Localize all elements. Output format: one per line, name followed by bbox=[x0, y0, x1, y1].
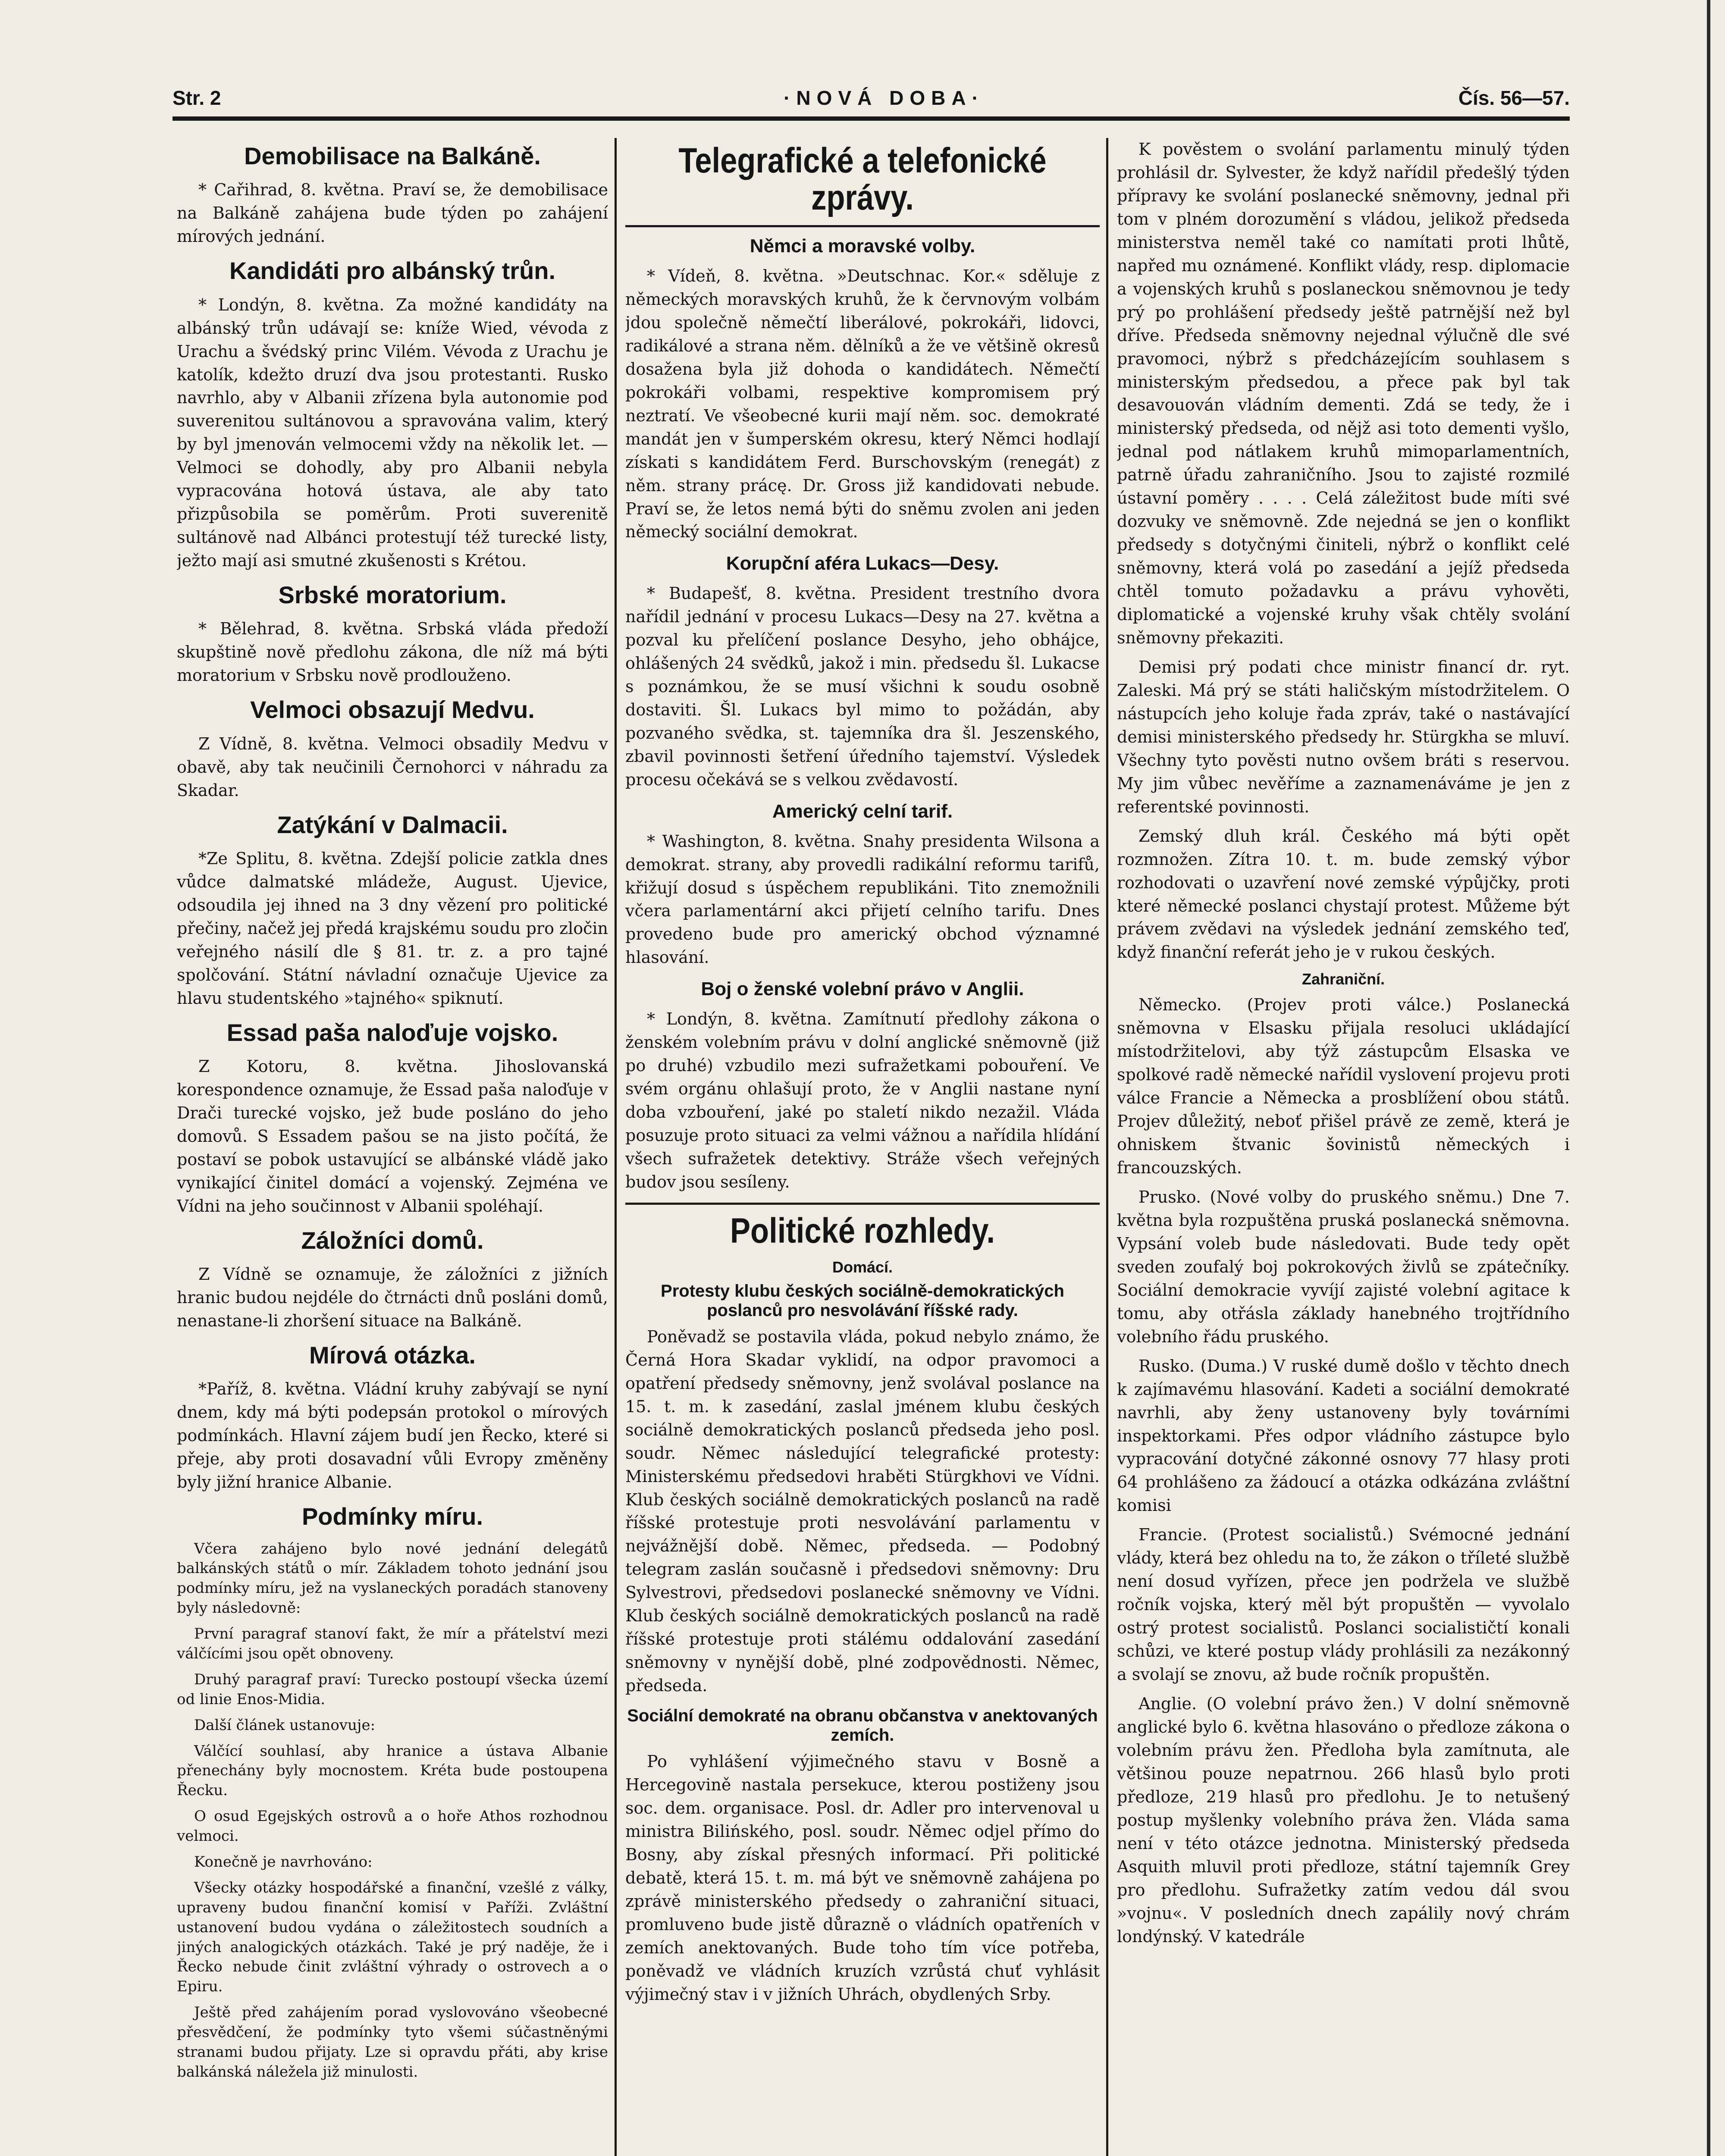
article bbox=[625, 1282, 1100, 1698]
subsection-label: Domácí. bbox=[832, 1258, 893, 1276]
article-text: Z Kotoru, 8. května. Jihoslovanská korespondence oznamuje, že Essad paša naloďuje v Drači turecké vojsko, jež bude posláno do jeho domovů. S Essadem pašou se na jisto počítá, že postaví se pobok ustavující se albánské vládě jako vynikající činitel domácí a vojenský. Zejména ve Vídni na jeho součinnost v Albanii spoléhají. bbox=[177, 1057, 608, 1216]
page-number: Str. 2 bbox=[172, 87, 221, 109]
article bbox=[625, 235, 1100, 544]
page-header bbox=[172, 86, 1570, 112]
article bbox=[177, 581, 608, 687]
article-text: Anglie. (O volební právo žen.) V dolní sněmovně anglické bylo 6. května hlasováno o předloze zákona o volebním právu žen. Předloha byla zamítnuta, ale většinou pouze nepatrnou. 266 hlasů bylo proti předloze, 219 hlasů pro předlohu. Je to netušený postup myšlenky volebního práva žen. Vláda sama není v této otázce jednotna. Ministerský předseda Asquith mluvil proti předloze, státní tajemník Grey pro předlohu. Sufražetky zatím vedou dál svou »vojnu«. V posledních dnech zapálily nový chrám londýnský. V katedrále bbox=[1117, 1694, 1570, 1946]
article-title: Boj o ženské volební právo v Anglii. bbox=[701, 978, 1024, 1000]
article-title: Němci a moravské volby. bbox=[750, 235, 975, 257]
article bbox=[625, 1706, 1100, 2006]
article-title: Velmoci obsazují Medvu. bbox=[250, 696, 535, 724]
section-title: Politické rozhledy. bbox=[730, 1211, 995, 1250]
article-lead: Protesty klubu českých sociálně-demokratických poslanců pro nesvolávání říšské rady. bbox=[661, 1281, 1064, 1320]
treaty-term: Další článek ustanovuje: bbox=[194, 1716, 376, 1734]
article-text: * Londýn, 8. května. Zamítnutí předlohy zákona o ženském volebním právu v dolní anglické sněmovně (již po druhé) vzbudilo mezi sufražetkami pobouření. Ve svém orgánu ohlašují proto, že v Anglii nastane nyní doba vzbouření, jaké po staletí nikdo nezažil. Vláda posuzuje proto situaci za velmi vážnou a nařídila hlídání všech sufražetek detektivy. Stráže všech veřejných budov jsou sesíleny. bbox=[625, 1009, 1100, 1191]
article bbox=[177, 1227, 608, 1333]
article-title: Demobilisace na Balkáně. bbox=[244, 142, 541, 169]
article-title: Podmínky míru. bbox=[301, 1503, 483, 1530]
treaty-term: Konečně je navrhováno: bbox=[194, 1853, 373, 1871]
article-text: *Ze Splitu, 8. května. Zdejší policie zatkla dnes vůdce dalmatské mládeže, August. Ujevice, odsoudila jej ihned na 3 dny vězení pro politické přečiny, načež jej předá krajskému soudu pro zločin veřejného násilí dle § 81. tr. z. a pro tajné spolčování. Státní návladní označuje Ujevice za hlavu studentského »tajného« spiknutí. bbox=[177, 849, 608, 1008]
article bbox=[177, 696, 608, 802]
article-text: * Londýn, 8. května. Za možné kandidáty na albánský trůn udávají se: kníže Wied, vévoda z Urachu a švédský princ Vilém. Vévoda z Urachu je katolík, kdežto druzí dva jsou protestanti. Rusko navrhlo, aby v Albanii zřízena byla autonomie pod suverenitou sultánovou a spravována valim, který by byl jmenován velmocemi vždy na několik let. — Velmoci se dohodly, aby pro Albanii nebyla vypracována hotová ústava, ale aby tato přizpůsobila se poměrům. Proti suverenitě sultánově nad Albánci protestují též turecké listy, ježto mají asi smutné zkušenosti s Krétou. bbox=[177, 295, 608, 570]
page-edge bbox=[1707, 0, 1710, 2156]
treaty-term: O osud Egejských ostrovů a o hoře Athos rozhodnou velmoci. bbox=[177, 1808, 608, 1845]
header-rule bbox=[172, 116, 1570, 121]
article bbox=[177, 142, 608, 248]
article-title: Essad paša naloďuje vojsko. bbox=[226, 1018, 558, 1046]
column-divider bbox=[1106, 138, 1108, 2156]
section-rule bbox=[625, 225, 1100, 227]
article bbox=[177, 257, 608, 573]
column-divider bbox=[615, 138, 617, 2156]
section-title: Telegrafické a telefonické zprávy. bbox=[678, 141, 1047, 218]
article-text: Zemský dluh král. Českého má býti opět rozmnožen. Zítra 10. t. m. bude zemský výbor rozhodovati o uzavření nové zemské výpůjčky, proti které německé poslanci chystají protest. Můžeme být právem zvědavi na výsledek jednání zemského teď, když finanční referát jeho je v rukou českých. bbox=[1117, 826, 1570, 962]
article bbox=[625, 978, 1100, 1194]
issue-number: Čís. 56—57. bbox=[1458, 87, 1570, 109]
treaty-term: Všecky otázky hospodářské a finanční, vzešlé z války, upraveny budou finanční komisí v Paříži. Zvláštní ustanovení budou vydána o záležitostech soudních a jiných analogických otázkách. Také je prý naděje, že i Řecko nebude činit zvláštní výhrady o ostrovech a o Epiru. bbox=[177, 1879, 608, 1996]
column-middle bbox=[625, 138, 1100, 2156]
article-text: Včera zahájeno bylo nové jednání delegátů balkánských států o mír. Základem tohoto jednání jsou podmínky míru, jež na vyslaneckých poradách stanoveny byly následovně: bbox=[177, 1540, 608, 1617]
article-title: Korupční aféra Lukacs—Desy. bbox=[726, 553, 999, 574]
article bbox=[177, 1341, 608, 1494]
article-text: Poněvadž se postavila vláda, pokud nebylo známo, že Černá Hora Skadar vyklidí, na odpor pravomoci a opatření předsedy sněmovny, jenž svolával poslance na 15. t. m. k zasedání, zaslal jménem klubu českých sociálně demokratických poslanců předseda jeho posl. soudr. Němec následující telegrafické protesty: Ministerskému předsedovi hraběti Stürgkhovi ve Vídni. Klub českých sociálně demokratických poslanců na radě říšské protestuje proti nesvolávání parlamentu v nejvážnější době. Němec, předseda. — Podobný telegram zaslán současně i předsedovi sněmovny: Dru Sylvestrovi, předsedovi poslanecké sněmovny ve Vídni. Klub českých sociálně demokratických poslanců na radě říšské protestuje proti stálému oddalování zasedání sněmovny v nynější době, plné zodpovědnosti. Němec, předseda. bbox=[625, 1327, 1100, 1695]
article-text: Německo. (Projev proti válce.) Poslanecká sněmovna v Elsasku přijala resoluci ukládající místodržitelovi, aby týž zástupcům Elsaska ve spolkové radě německé nařídil vyslovení projevu proti válce Francie a Německa a prosblížení obou států. Projev důležitý, neboť přišel právě ze země, která je ohniskem štvanic šovinistů německých i francouzských. bbox=[1117, 995, 1570, 1178]
article-text: Po vyhlášení výjimečného stavu v Bosně a Hercegovině nastala persekuce, kterou postiženy jsou soc. dem. organisace. Posl. dr. Adler pro intervenoval u ministra Bilińského, posl. soudr. Němec odjel přímo do Bosny, aby získal přesných informací. Při politické debatě, která 15. t. m. má být ve sněmovně zahájena po zprávě ministerského předsedy o zahraniční situaci, promluveno bude jistě důrazně o vládních opatřeních v zemích anektovaných. Bude toho tím více potřeba, poněvadž ve vládních kruzích vzrůstá chuť vyhlásit výjimečný stav i v jižních Uhrách, obydlených Srby. bbox=[625, 1752, 1100, 2004]
article-text: Z Vídně, 8. května. Velmoci obsadily Medvu v obavě, aby tak neučinili Černohorci v náhradu za Skadar. bbox=[177, 734, 608, 800]
article-text: * Budapešť, 8. května. President trestního dvora nařídil jednání v procesu Lukacs—Desy na 27. května a pozval ku přelíčení poslance Desyho, jeho obhájce, ohlášených 24 svědků, jakož i min. předsedu šl. Lukacse s poznámkou, že se musí všichni k soudu osobně dostaviti. Šl. Lukacs byl mimo to požádán, aby pozvaného svědka, st. tajemníka dra šl. Jeszenského, zbavil povinnosti šetření úředního tajemství. Výsledek procesu očekává se s velkou zvědavostí. bbox=[625, 584, 1100, 789]
article-title: Srbské moratorium. bbox=[278, 581, 507, 609]
article-title: Zatýkání v Dalmacii. bbox=[277, 811, 508, 838]
article bbox=[625, 552, 1100, 791]
article-title: Kandidáti pro albánský trůn. bbox=[229, 257, 556, 285]
article-text: * Washington, 8. května. Snahy presidenta Wilsona a demokrat. strany, aby provedli radikální reformu tarifů, křižují dosud s úspěchem republikáni. Tito znemožnili včera parlamentární akci přijetí celního tarifu. Dnes provedeno bude pro americký obchod významné hlasování. bbox=[625, 831, 1100, 967]
article-title: Americký celní tarif. bbox=[772, 800, 953, 822]
article bbox=[177, 811, 608, 1010]
article bbox=[177, 1503, 608, 2082]
column-right bbox=[1117, 138, 1570, 2156]
article-text: *Paříž, 8. května. Vládní kruhy zabývají se nyní dnem, kdy má býti podepsán protokol o mírových podmínkách. Hlavní zájem budí jen Řecko, které si přeje, aby proti dosavadní vůli Evropy změněny byly jižní hranice Albanie. bbox=[177, 1379, 608, 1492]
article-text: Ještě před zahájením porad vyslovováno všeobecné přesvědčení, že podmínky tyto všemi súčastněnými stranami budou přijaty. Lze si opravdu přáti, aby krise balkánská náležela již minulosti. bbox=[177, 2004, 608, 2081]
masthead: ·NOVÁ DOBA· bbox=[784, 87, 985, 109]
article-text: Prusko. (Nové volby do pruského sněmu.) Dne 7. května byla rozpuštěna pruská poslanecká sněmovna. Vypsání voleb bude následovati. Bude tedy opět sveden zoufalý boj pokrokových živlů se zpátečníky. Sociální demokracie vyvíjí zajisté volební agitace k tomu, aby otřásla základy hanebného trojtřídního volebního řádu pruského. bbox=[1117, 1187, 1570, 1346]
article-text: K pověstem o svolání parlamentu minulý týden prohlásil dr. Sylvester, že když nařídil předešlý týden přípravy ke svolání poslanecké sněmovny, jednal při tom v plném dorozumění s vládou, jelikož předseda ministerstva neměl také co namítati proti lhůtě, napřed mu oznámené. Konflikt vlády, resp. diplomacie a vojenských kruhů s poslaneckou sněmovnou je tedy prý po prohlášení předsedy ještě patrnější než byl dříve. Předseda sněmovny nejednal výlučně dle své pravomoci, nýbrž s předcházejícím souhlasem s ministerským předsedou, a přece pak byl tak desavouován vládním dementi. Zdá se tedy, že i ministerský předseda, od nějž asi toto dementi vyšlo, jednal pod nátlakem kruhů mimoparlamentních, patrně úřadu zahraničního. Jsou to zajisté rozmilé ústavní poměry . . . . Celá záležitost bude míti své dozvuky ve sněmovně. Zde nejedná se jen o konflikt předsedy s dotyčnými činiteli, nýbrž o konflikt celé sněmovny, která volá po zasedání a jejíž předseda chtěl tomuto požadavku a právu vyhověti, diplomatické a vojenské kruhy však chtěly svolání sněmovny překaziti. bbox=[1117, 140, 1570, 648]
treaty-term: Druhý paragraf praví: Turecko postoupí všecka území od linie Enos-Midia. bbox=[177, 1670, 608, 1708]
article-text: Rusko. (Duma.) V ruské dumě došlo v těchto dnech k zajímavému hlasování. Kadeti a sociální demokraté navrhli, aby ženy ustanoveny byly továrními inspektorkami. Přes odpor vládního zástupce bylo vypracování dotyčné zákonné osnovy 77 hlasy proti 64 prohlášeno za žádoucí a otázka odkázána zvláštní komisi bbox=[1117, 1356, 1570, 1515]
column-left bbox=[177, 138, 608, 2156]
article bbox=[625, 800, 1100, 970]
article-text: Demisi prý podati chce ministr financí dr. ryt. Zaleski. Má prý se státi haličským místodržitelem. O nástupcích jeho koluje řada zpráv, také o nastávající demisi ministerského předsedy hr. Stürgkha se mluví. Všechny tyto pověsti nutno ovšem bráti s reservou. My jim vůbec nevěříme a zaznamenáváme je jen z referentské povinnosti. bbox=[1117, 657, 1570, 816]
article-lead: Sociální demokraté na obranu občanstva v anektovaných zemích. bbox=[627, 1706, 1098, 1745]
section-rule bbox=[625, 1203, 1100, 1205]
treaty-term: První paragraf stanoví fakt, že mír a přátelství mezi válčícími jsou opět obnoveny. bbox=[177, 1625, 608, 1662]
article-text: * Cařihrad, 8. května. Praví se, že demobilisace na Balkáně zahájena bude týden po zahájení mírových jednání. bbox=[177, 180, 608, 246]
subsection-label: Zahraniční. bbox=[1302, 970, 1385, 988]
article bbox=[177, 1019, 608, 1218]
article-text: * Vídeň, 8. května. »Deutschnac. Kor.« sděluje z německých moravských kruhů, že k červnovým volbám jdou společně němečtí liberálové, pokrokáři, lidovci, radikálové a strana něm. dělníků a že ve většině okresů dosažena byla již dohoda o kandidátech. Němečtí pokrokáři volbami, respektive kompromisem prý neztratí. Ve všeobecné kurii mají něm. soc. demokraté mandát jen v šumperském okresu, který Němci hodlají získati s kandidátem Ferd. Burschovským (renegát) z něm. strany prácę. Dr. Gross již kandidovati nebude. Praví se, že letos nemá býti do sněmu zvolen ani jeden německý sociální demokrat. bbox=[625, 266, 1100, 542]
article-text: Francie. (Protest socialistů.) Svémocné jednání vlády, která bez ohledu na to, že zákon o tříleté službě není dosud vyřízen, přece jen podržela ve službě ročník vojska, který měl být propuštěn — vyvolalo ostrý protest socialistů. Poslanci socialističtí konali schůzi, ve které postup vlády prohlásili za nezákonný a svolají se znovu, až bude ročník propuštěn. bbox=[1117, 1525, 1570, 1684]
treaty-term: Válčící souhlasí, aby hranice a ústava Albanie přenechány byly mocnostem. Kréta bude postoupena Řecku. bbox=[177, 1742, 608, 1799]
article-title: Záložníci domů. bbox=[301, 1226, 484, 1254]
article-text: * Bělehrad, 8. května. Srbská vláda předoží skupštině nově předlohu zákona, dle níž má býti moratorium v Srbsku nově prodlouženo. bbox=[177, 619, 608, 685]
article-title: Mírová otázka. bbox=[309, 1341, 476, 1369]
article-text: Z Vídně se oznamuje, že záložníci z jižních hranic budou nejdéle do čtrnácti dnů posláni domů, nenastane-li zhoršení situace na Balkáně. bbox=[177, 1265, 608, 1330]
